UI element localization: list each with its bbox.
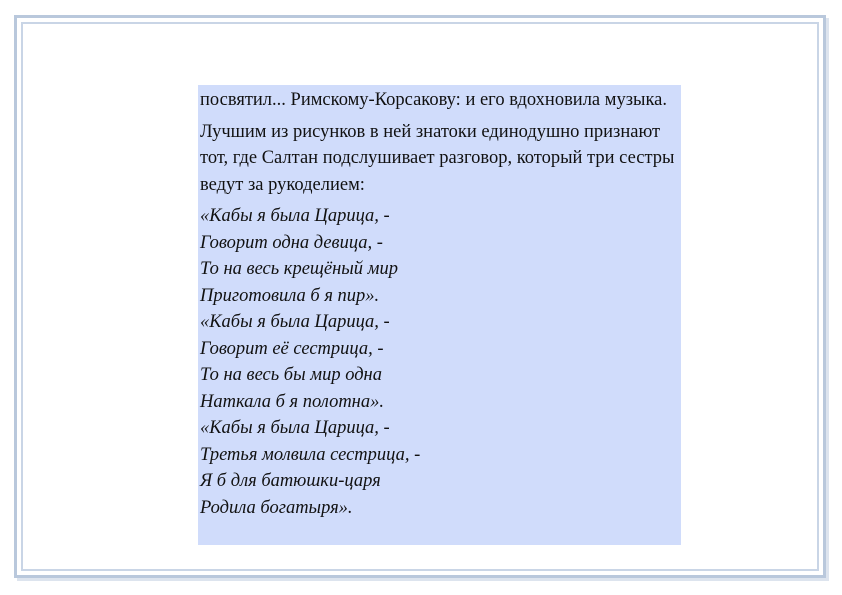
verse-line: Я б для батюшки-царя <box>200 471 381 491</box>
text-box <box>198 85 681 545</box>
paragraph-intro: посвятил... Римскому-Корсакову: и его вдохновила музыка. <box>200 90 668 110</box>
verse-line: Приготовила б я пир». <box>200 285 380 306</box>
verse-line: «Кабы я была Царица, - <box>200 418 390 438</box>
paragraph-drawing: Лучшим из рисунков в ней знатоки единодушно признают тот, где Салтан подслушивает разговор, который три сестры ведут за рукоделием: <box>200 121 675 195</box>
verse-line: «Кабы я была Царица, - <box>200 206 390 226</box>
verse-line: То на весь крещёный мир <box>200 259 398 279</box>
verse-line: Говорит одна девица, - <box>200 232 383 253</box>
verse-line: Говорит её сестрица, - <box>200 338 384 359</box>
verse-line: «Кабы я была Царица, - <box>200 312 390 332</box>
verse-line: Родила богатыря». <box>200 497 353 518</box>
verse-quote <box>200 203 679 521</box>
verse-line: Наткала б я полотна». <box>200 391 384 412</box>
verse-line: То на весь бы мир одна <box>200 365 382 385</box>
verse-line: Третья молвила сестрица, - <box>200 444 421 465</box>
